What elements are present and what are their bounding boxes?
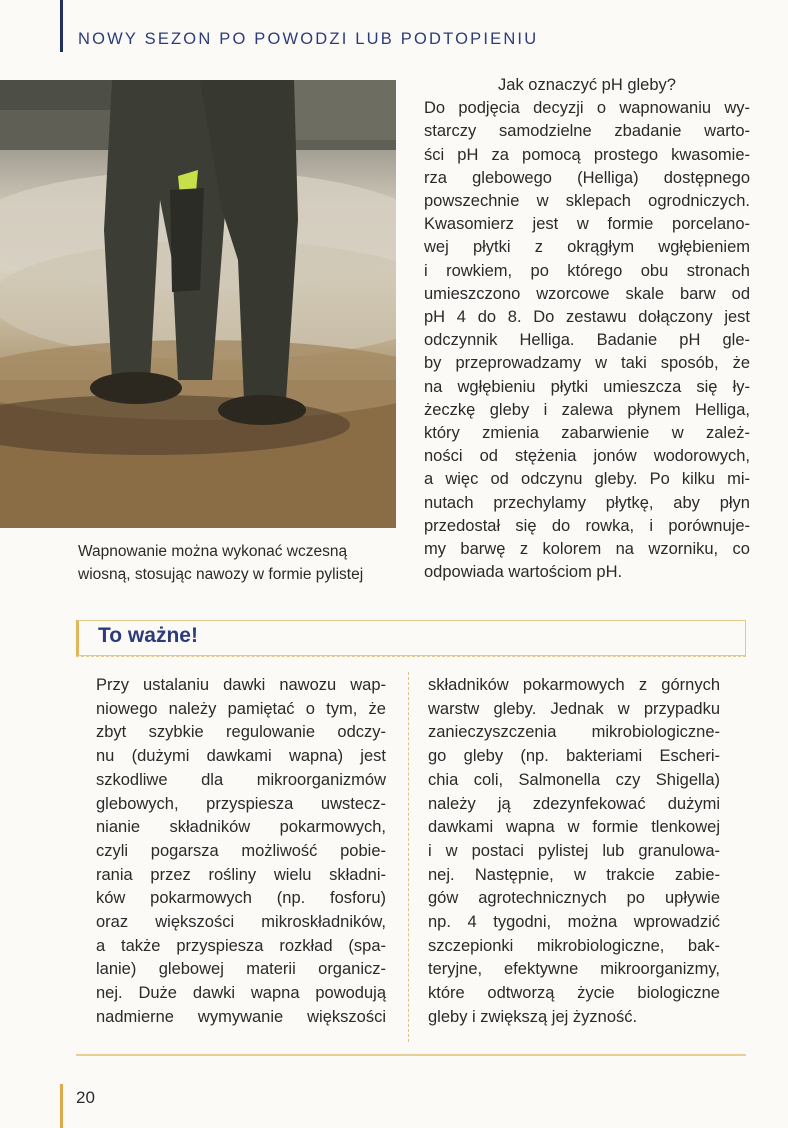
text-line: nej. Duże dawki wapna powodują [96, 984, 386, 1003]
text-line: gów agrotechnicznych po upływie [428, 889, 720, 908]
text-line: a także przyspiesza rozkład (spa- [96, 936, 386, 955]
text-line: nadmierne wymywanie większości [96, 1007, 386, 1026]
text-line: ści pH za pomocą prostego kwasomie- [424, 145, 750, 164]
text-line: czyli pogarsza możliwość pobie- [96, 841, 386, 860]
text-line: i rowkiem, po którego obu stronach [424, 261, 750, 280]
text-line: dawkami wapna w formie tlenkowej [428, 818, 720, 837]
section-heading: Jak oznaczyć pH gleby? [498, 76, 676, 94]
text-line: składników pokarmowych z górnych [428, 676, 720, 694]
text-line: by przeprowadzamy w taki sposób, że [424, 354, 750, 373]
photo-liming-field [0, 80, 396, 528]
text-line: szczepionki mikrobiologiczne, bak- [428, 936, 720, 955]
text-line: na wgłębieniu płytki umieszcza się ły- [424, 377, 750, 396]
text-line: Kwasomierz jest w formie porcelano- [424, 215, 750, 234]
text-line: glebowych, przyspiesza uwstecz- [96, 794, 386, 813]
text-line: go gleby (np. bakteriami Escheri- [428, 747, 720, 766]
bottom-rule [76, 1054, 746, 1056]
text-line: Przy ustalaniu dawki nawozu wap- [96, 676, 386, 694]
text-line: i w postaci pylistej lub granulowa- [428, 841, 720, 860]
text-line: które odtworzą życie biologiczne [428, 984, 720, 1003]
text-line: lanie) glebowej materii organicz- [96, 960, 386, 979]
text-line: niowego należy pamiętać o tym, że [96, 699, 386, 718]
text-line: powszechnie w sklepach ogrodniczych. [424, 192, 750, 211]
column-divider [408, 672, 409, 1042]
text-line: należy ją zdezynfekować dużymi [428, 794, 720, 813]
text-line: ków pokarmowych (np. fosforu) [96, 889, 386, 908]
text-line: starczy samodzielne zbadanie warto- [424, 122, 750, 141]
page-accent-bar [60, 1084, 63, 1128]
text-line: zbyt szybkie regulowanie odczy- [96, 723, 386, 742]
caption-line: Wapnowanie można wykonać wczesną [78, 543, 348, 560]
text-line: pH 4 do 8. Do zestawu dołączony jest [424, 308, 750, 327]
text-line: gleby i zwiększą jej żyzność. [428, 1007, 638, 1026]
text-line: a więc od odczynu gleby. Po kilku mi- [424, 470, 750, 489]
text-line: przedostał się do rowka, i porównuje- [424, 516, 750, 535]
important-left-column [96, 674, 386, 1030]
text-line: my barwę z kolorem na wzorniku, co [424, 540, 750, 559]
text-line: nutach przechylamy płytkę, aby płyn [424, 493, 750, 512]
text-line: chia coli, Salmonella czy Shigella) [428, 770, 720, 789]
text-line: zanieczyszczenia mikrobiologiczne- [428, 723, 720, 742]
running-header: NOWY SEZON PO POWODZI LUB PODTOPIENIU [78, 30, 539, 48]
page-number: 20 [76, 1088, 95, 1107]
photo-caption [78, 540, 398, 586]
text-line: nej. Następnie, w trakcie zabie- [428, 865, 720, 884]
text-line: odpowiada wartościom pH. [424, 563, 623, 582]
caption-line: wiosną, stosując nawozy w formie pylistej [78, 566, 364, 583]
text-line: teryjne, efektywne mikroorganizmy, [428, 960, 720, 979]
text-line: szkodliwe dla mikroorganizmów [96, 770, 386, 789]
text-line: nianie składników pokarmowych, [96, 818, 386, 837]
text-line: ności od stężenia jonów wodorowych, [424, 447, 750, 466]
text-line: który zmienia zabarwienie w zależ- [424, 424, 750, 443]
ph-testing-section [424, 74, 750, 584]
important-divider [76, 656, 746, 657]
text-line: Do podjęcia decyzji o wapnowaniu wy- [424, 99, 750, 118]
important-right-column [428, 674, 720, 1030]
text-line: wej płytki z okrągłym wgłębieniem [424, 238, 750, 257]
header-accent-bar [60, 0, 63, 52]
text-line: np. 4 tygodni, można wprowadzić [428, 913, 720, 932]
text-line: oraz większości mikroskładników, [96, 913, 386, 932]
text-line: rania przez rośliny wielu składni- [96, 865, 386, 884]
text-line: nu (dużymi dawkami wapna) jest [96, 747, 386, 766]
text-line: umieszczono wzorcowe skale barw od [424, 284, 750, 303]
text-line: rza glebowego (Helliga) dostępnego [424, 168, 750, 187]
text-line: warstw gleby. Jednak w przypadku [428, 699, 720, 718]
important-title: To ważne! [98, 624, 198, 647]
text-line: odczynnik Helliga. Badanie pH gle- [424, 331, 750, 350]
text-line: żeczkę gleby i zalewa płynem Helliga, [424, 400, 750, 419]
